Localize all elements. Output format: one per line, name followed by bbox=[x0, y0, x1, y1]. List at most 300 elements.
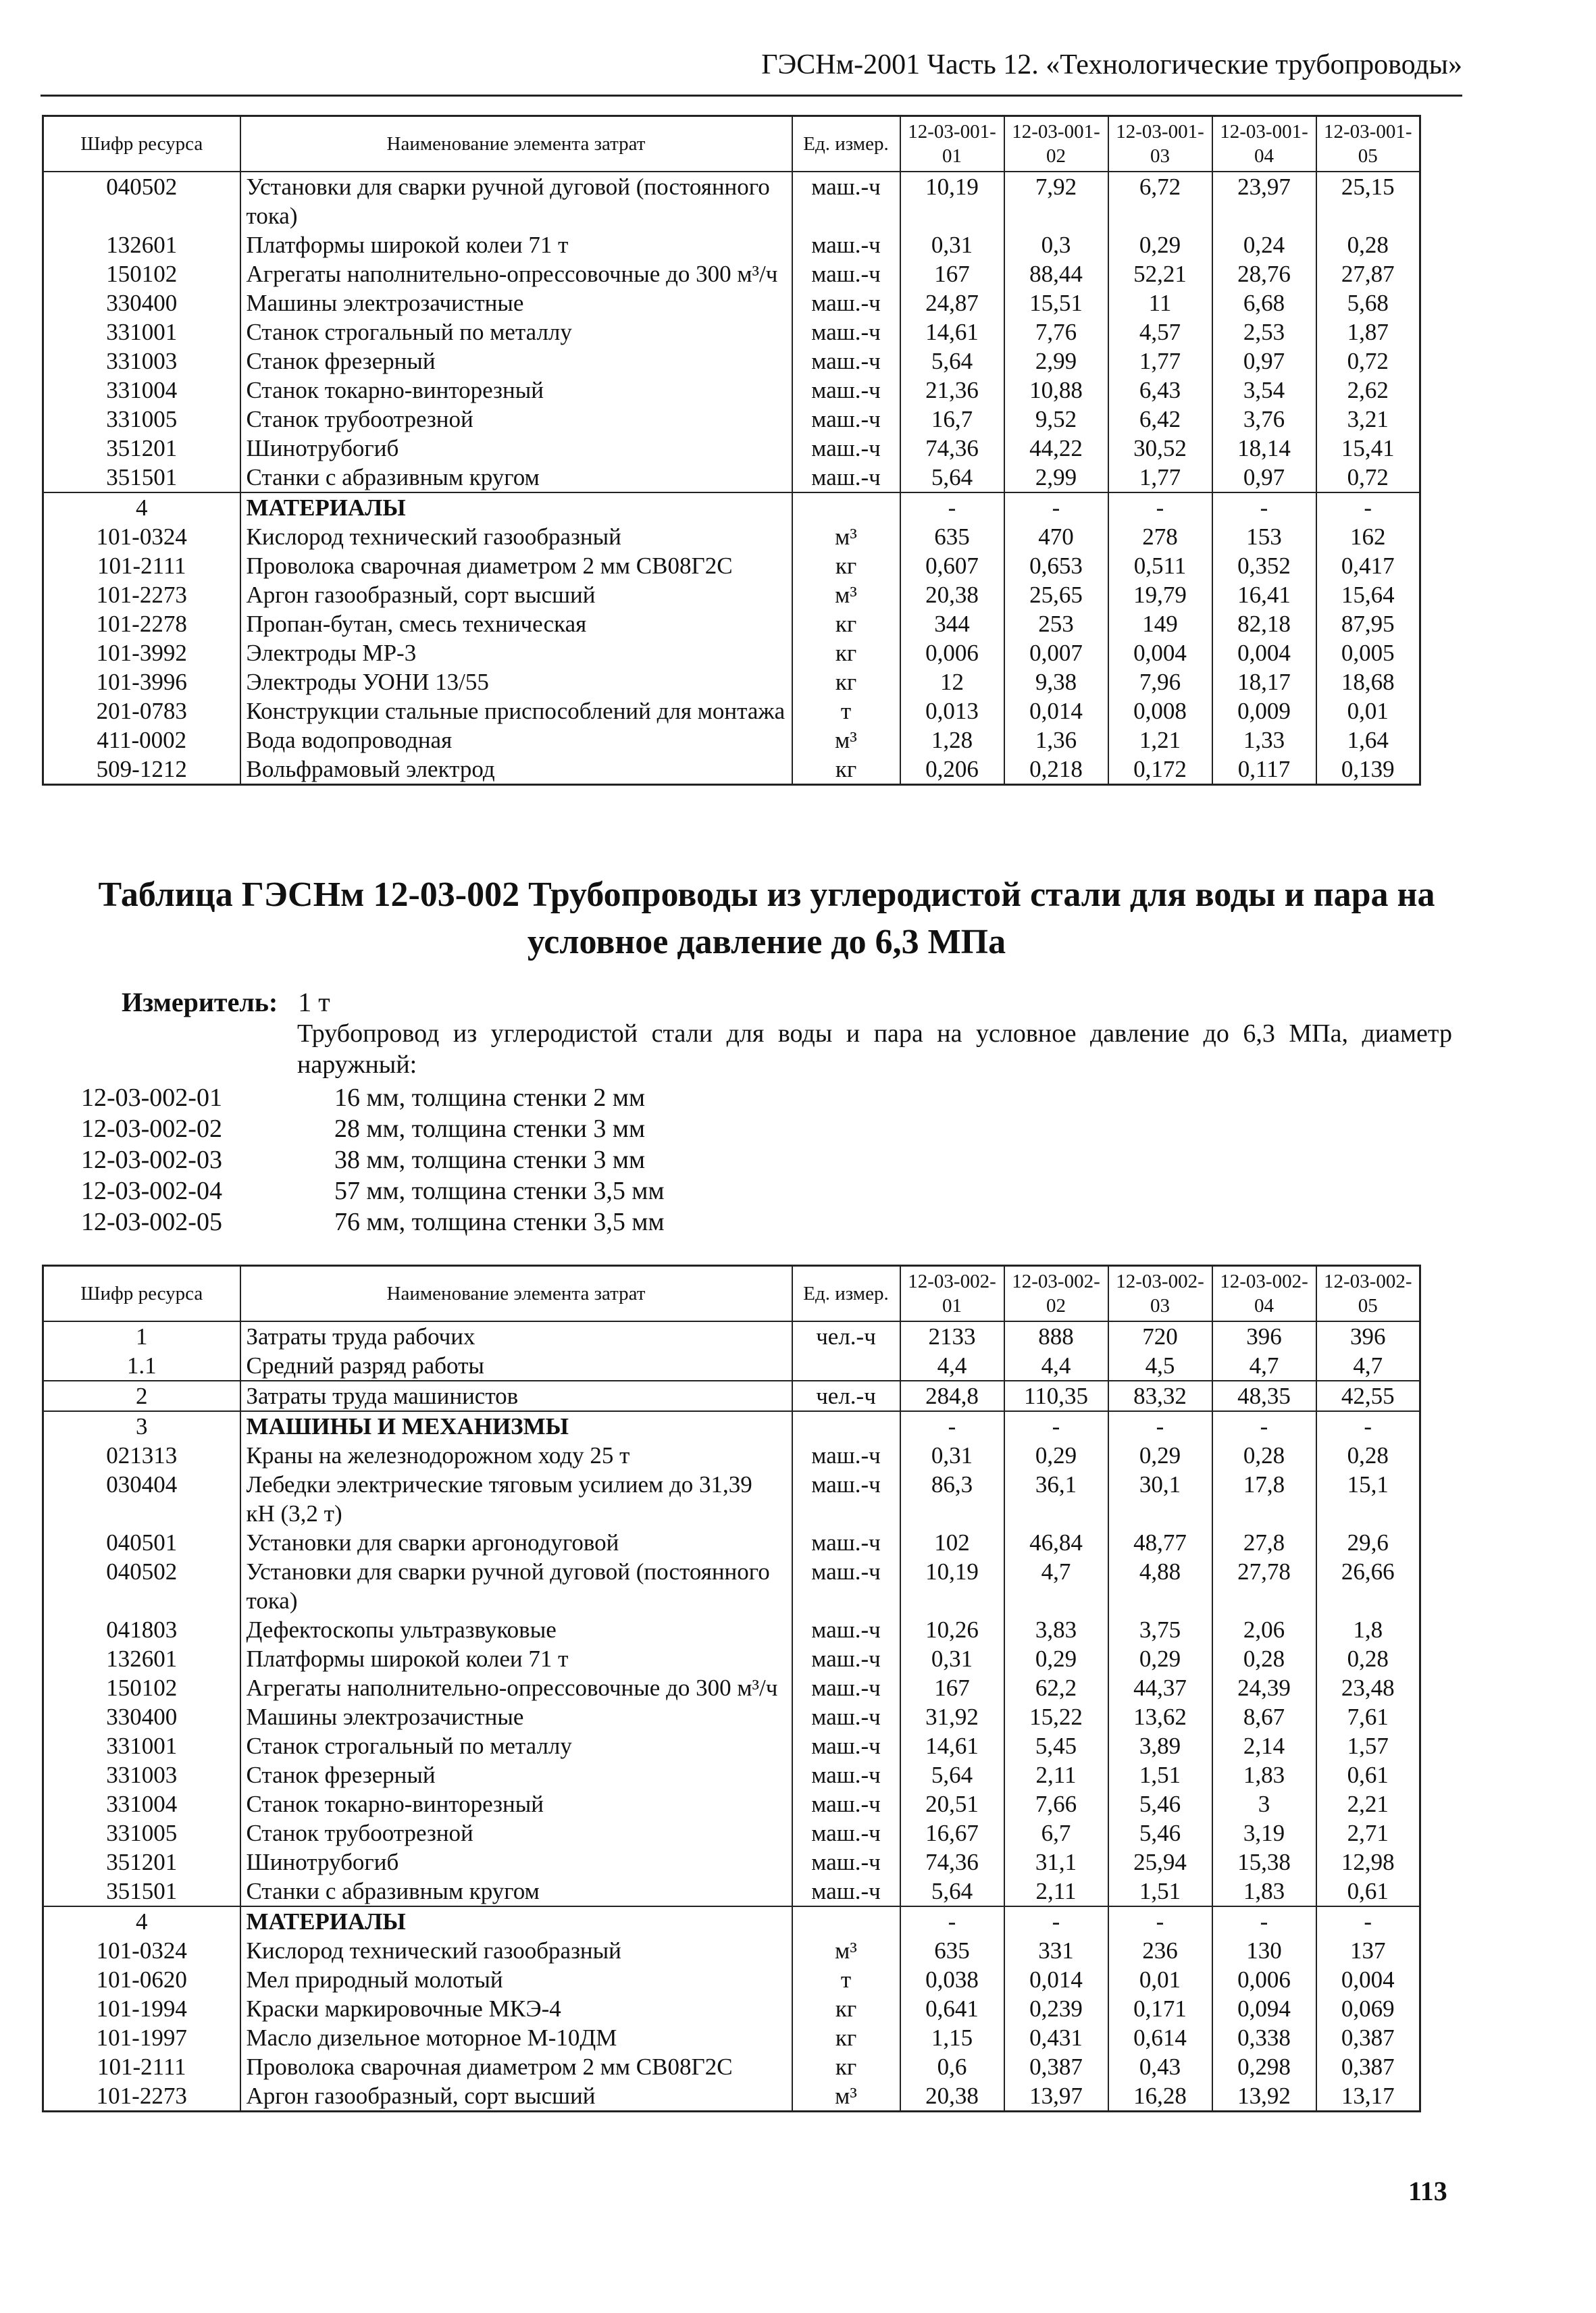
norm-value: 48,35 bbox=[1212, 1381, 1316, 1411]
norm-value: 15,41 bbox=[1316, 434, 1420, 463]
unit-cell: маш.-ч bbox=[792, 1760, 900, 1789]
unit-cell: кг bbox=[792, 755, 900, 785]
resource-code: 351201 bbox=[43, 1848, 240, 1877]
resource-name: Вода водопроводная bbox=[240, 726, 792, 755]
unit-cell: м³ bbox=[792, 580, 900, 609]
table-row bbox=[43, 1936, 1420, 1965]
norm-value: 4,4 bbox=[1004, 1351, 1108, 1381]
norm-value: 4,88 bbox=[1108, 1557, 1212, 1615]
norm-value: 3,89 bbox=[1108, 1731, 1212, 1760]
norm-value: 11 bbox=[1108, 288, 1212, 317]
resource-name: Вольфрамовый электрод bbox=[240, 755, 792, 785]
resource-name: Кислород технический газообразный bbox=[240, 522, 792, 551]
norm-value: 0,387 bbox=[1316, 2052, 1420, 2081]
section-row bbox=[43, 1411, 1420, 1441]
resource-name: Платформы широкой колеи 71 т bbox=[240, 1644, 792, 1673]
header-unit: Ед. измер. bbox=[792, 1266, 900, 1322]
resource-code: 411-0002 bbox=[43, 726, 240, 755]
norm-value: 10,19 bbox=[900, 172, 1004, 230]
norm-value: 1,15 bbox=[900, 2023, 1004, 2052]
norm-value: 9,52 bbox=[1004, 405, 1108, 434]
variant-text: 76 мм, толщина стенки 3,5 мм bbox=[334, 1208, 665, 1236]
resource-code: 040502 bbox=[43, 1557, 240, 1615]
norm-value: 0,61 bbox=[1316, 1760, 1420, 1789]
resource-table-12-03-001 bbox=[42, 115, 1421, 786]
table-row bbox=[43, 317, 1420, 347]
norm-value: 3,19 bbox=[1212, 1819, 1316, 1848]
norm-value: 74,36 bbox=[900, 434, 1004, 463]
norm-value: 29,6 bbox=[1316, 1528, 1420, 1557]
unit-cell: маш.-ч bbox=[792, 1731, 900, 1760]
table-row bbox=[43, 1673, 1420, 1702]
resource-code: 021313 bbox=[43, 1441, 240, 1470]
norm-value: 10,26 bbox=[900, 1615, 1004, 1644]
norm-value: 0,614 bbox=[1108, 2023, 1212, 2052]
norm-value: 24,39 bbox=[1212, 1673, 1316, 1702]
norm-value: 3,54 bbox=[1212, 376, 1316, 405]
table-row bbox=[43, 463, 1420, 492]
norm-value: 0,014 bbox=[1004, 1965, 1108, 1994]
unit-cell: маш.-ч bbox=[792, 1789, 900, 1819]
variant-list bbox=[81, 1082, 665, 1238]
unit-cell: кг bbox=[792, 667, 900, 696]
norm-value: 0,417 bbox=[1316, 551, 1420, 580]
norm-value: 0,28 bbox=[1316, 1644, 1420, 1673]
norm-value: 153 bbox=[1212, 522, 1316, 551]
norm-value: 42,55 bbox=[1316, 1381, 1420, 1411]
resource-name: Конструкции стальные приспособлений для монтажа bbox=[240, 696, 792, 726]
table-row bbox=[43, 1557, 1420, 1615]
resource-code: 150102 bbox=[43, 1673, 240, 1702]
resource-code: 201-0783 bbox=[43, 696, 240, 726]
norm-value: 18,68 bbox=[1316, 667, 1420, 696]
norm-value: 4,7 bbox=[1212, 1351, 1316, 1381]
table-row bbox=[43, 1615, 1420, 1644]
norm-value: 0,72 bbox=[1316, 463, 1420, 492]
resource-name: Краски маркировочные МКЭ-4 bbox=[240, 1994, 792, 2023]
resource-code: 331004 bbox=[43, 1789, 240, 1819]
norm-value: - bbox=[1316, 492, 1420, 522]
norm-value: 1,83 bbox=[1212, 1877, 1316, 1906]
resource-code: 132601 bbox=[43, 1644, 240, 1673]
norm-value: 0,29 bbox=[1108, 1441, 1212, 1470]
norm-value: 0,3 bbox=[1004, 230, 1108, 259]
resource-name: Станок трубоотрезной bbox=[240, 405, 792, 434]
norm-value: 87,95 bbox=[1316, 609, 1420, 638]
header-code: Шифр ресурса bbox=[43, 1266, 240, 1322]
norm-value: 0,607 bbox=[900, 551, 1004, 580]
table-row bbox=[43, 259, 1420, 288]
unit-cell: м³ bbox=[792, 2081, 900, 2112]
unit-cell: маш.-ч bbox=[792, 1877, 900, 1906]
resource-name: Станок строгальный по металлу bbox=[240, 1731, 792, 1760]
resource-name: Затраты труда машинистов bbox=[240, 1381, 792, 1411]
resource-code: 101-2111 bbox=[43, 551, 240, 580]
norm-value: - bbox=[1212, 1906, 1316, 1936]
unit-cell: т bbox=[792, 1965, 900, 1994]
norm-value: 1,33 bbox=[1212, 726, 1316, 755]
table-row bbox=[43, 726, 1420, 755]
table-row bbox=[43, 1731, 1420, 1760]
norm-value: 0,004 bbox=[1212, 638, 1316, 667]
header-norm: 12-03-001-05 bbox=[1316, 116, 1420, 172]
norm-value: 6,42 bbox=[1108, 405, 1212, 434]
unit-cell: маш.-ч bbox=[792, 1819, 900, 1848]
resource-name: Установки для сварки аргонодуговой bbox=[240, 1528, 792, 1557]
resource-code: 101-0620 bbox=[43, 1965, 240, 1994]
norm-value: 0,31 bbox=[900, 230, 1004, 259]
norm-value: 0,28 bbox=[1212, 1644, 1316, 1673]
unit-cell: м³ bbox=[792, 522, 900, 551]
resource-code: 331001 bbox=[43, 317, 240, 347]
norm-value: 1,8 bbox=[1316, 1615, 1420, 1644]
unit-cell: маш.-ч bbox=[792, 1644, 900, 1673]
unit-cell bbox=[792, 1411, 900, 1441]
resource-code: 101-0324 bbox=[43, 522, 240, 551]
resource-code: 331005 bbox=[43, 405, 240, 434]
resource-code: 101-1994 bbox=[43, 1994, 240, 2023]
unit-cell: маш.-ч bbox=[792, 434, 900, 463]
norm-value: 0,008 bbox=[1108, 696, 1212, 726]
norm-value: 20,51 bbox=[900, 1789, 1004, 1819]
norm-value: 236 bbox=[1108, 1936, 1212, 1965]
norm-value: 15,38 bbox=[1212, 1848, 1316, 1877]
unit-cell: маш.-ч bbox=[792, 1557, 900, 1615]
variant-code: 12-03-002-04 bbox=[81, 1177, 222, 1205]
resource-name: Аргон газообразный, сорт высший bbox=[240, 2081, 792, 2112]
norm-value: 470 bbox=[1004, 522, 1108, 551]
norm-value: 15,1 bbox=[1316, 1470, 1420, 1528]
norm-value: 284,8 bbox=[900, 1381, 1004, 1411]
norm-value: - bbox=[1108, 1906, 1212, 1936]
norm-value: 16,7 bbox=[900, 405, 1004, 434]
norm-value: - bbox=[900, 1411, 1004, 1441]
resource-name: Станки с абразивным кругом bbox=[240, 1877, 792, 1906]
resource-code: 1 bbox=[43, 1321, 240, 1351]
norm-value: 4,57 bbox=[1108, 317, 1212, 347]
norm-value: 16,41 bbox=[1212, 580, 1316, 609]
norm-value: 4,4 bbox=[900, 1351, 1004, 1381]
norm-value: 52,21 bbox=[1108, 259, 1212, 288]
norm-value: 0,28 bbox=[1316, 230, 1420, 259]
unit-cell: т bbox=[792, 696, 900, 726]
norm-value: 13,62 bbox=[1108, 1702, 1212, 1731]
variant-code: 12-03-002-01 bbox=[81, 1084, 222, 1112]
norm-value: 7,76 bbox=[1004, 317, 1108, 347]
unit-cell: маш.-ч bbox=[792, 347, 900, 376]
unit-cell: маш.-ч bbox=[792, 1470, 900, 1528]
norm-value: 0,43 bbox=[1108, 2052, 1212, 2081]
norm-value: 13,92 bbox=[1212, 2081, 1316, 2112]
norm-value: 7,61 bbox=[1316, 1702, 1420, 1731]
norm-value: 0,97 bbox=[1212, 463, 1316, 492]
norm-value: 278 bbox=[1108, 522, 1212, 551]
norm-value: 12,98 bbox=[1316, 1848, 1420, 1877]
list-item bbox=[81, 1206, 665, 1238]
variant-code: 12-03-002-03 bbox=[81, 1146, 222, 1174]
resource-name: Станок фрезерный bbox=[240, 347, 792, 376]
norm-value: 15,51 bbox=[1004, 288, 1108, 317]
norm-value: 18,17 bbox=[1212, 667, 1316, 696]
table-row bbox=[43, 1381, 1420, 1411]
norm-value: 635 bbox=[900, 1936, 1004, 1965]
variant-text: 16 мм, толщина стенки 2 мм bbox=[334, 1084, 646, 1112]
list-item bbox=[81, 1144, 665, 1175]
unit-cell: маш.-ч bbox=[792, 172, 900, 230]
norm-value: 19,79 bbox=[1108, 580, 1212, 609]
norm-value: 8,67 bbox=[1212, 1702, 1316, 1731]
norm-value: 1,51 bbox=[1108, 1760, 1212, 1789]
resource-code: 040501 bbox=[43, 1528, 240, 1557]
norm-value: 0,013 bbox=[900, 696, 1004, 726]
norm-value: 3,76 bbox=[1212, 405, 1316, 434]
unit-cell: маш.-ч bbox=[792, 259, 900, 288]
table-row bbox=[43, 1965, 1420, 1994]
norm-value: 6,72 bbox=[1108, 172, 1212, 230]
page-number: 113 bbox=[1408, 2176, 1447, 2206]
unit-cell: кг bbox=[792, 2023, 900, 2052]
norm-value: 2,99 bbox=[1004, 347, 1108, 376]
table-row bbox=[43, 1848, 1420, 1877]
table-row bbox=[43, 638, 1420, 667]
norm-value: 9,38 bbox=[1004, 667, 1108, 696]
norm-value: 16,67 bbox=[900, 1819, 1004, 1848]
norm-value: 0,29 bbox=[1108, 1644, 1212, 1673]
norm-value: 1,64 bbox=[1316, 726, 1420, 755]
norm-value: 0,338 bbox=[1212, 2023, 1316, 2052]
resource-code: 351501 bbox=[43, 1877, 240, 1906]
norm-value: 0,387 bbox=[1316, 2023, 1420, 2052]
norm-value: 2,99 bbox=[1004, 463, 1108, 492]
norm-value: 1,36 bbox=[1004, 726, 1108, 755]
resource-code: 101-1997 bbox=[43, 2023, 240, 2052]
norm-value: 18,14 bbox=[1212, 434, 1316, 463]
norm-value: 13,97 bbox=[1004, 2081, 1108, 2112]
norm-value: 137 bbox=[1316, 1936, 1420, 1965]
unit-cell bbox=[792, 1906, 900, 1936]
resource-name: Краны на железнодорожном ходу 25 т bbox=[240, 1441, 792, 1470]
norm-value: 0,511 bbox=[1108, 551, 1212, 580]
unit-cell: маш.-ч bbox=[792, 405, 900, 434]
norm-value: 86,3 bbox=[900, 1470, 1004, 1528]
norm-value: 15,22 bbox=[1004, 1702, 1108, 1731]
norm-value: 7,92 bbox=[1004, 172, 1108, 230]
unit-cell: кг bbox=[792, 609, 900, 638]
resource-code: 030404 bbox=[43, 1470, 240, 1528]
norm-value: - bbox=[1212, 492, 1316, 522]
norm-value: 0,6 bbox=[900, 2052, 1004, 2081]
variant-code: 12-03-002-05 bbox=[81, 1208, 222, 1236]
norm-value: 2,11 bbox=[1004, 1760, 1108, 1789]
resource-name: Шинотрубогиб bbox=[240, 1848, 792, 1877]
norm-value: 396 bbox=[1212, 1321, 1316, 1351]
unit-cell: чел.-ч bbox=[792, 1321, 900, 1351]
unit-cell: маш.-ч bbox=[792, 230, 900, 259]
variant-text: 57 мм, толщина стенки 3,5 мм bbox=[334, 1177, 665, 1205]
norm-value: 0,298 bbox=[1212, 2052, 1316, 2081]
unit-cell bbox=[792, 492, 900, 522]
norm-value: 0,218 bbox=[1004, 755, 1108, 785]
norm-value: - bbox=[1108, 492, 1212, 522]
table-row bbox=[43, 376, 1420, 405]
header-name: Наименование элемента затрат bbox=[240, 1266, 792, 1322]
unit-cell: кг bbox=[792, 551, 900, 580]
resource-name: Платформы широкой колеи 71 т bbox=[240, 230, 792, 259]
resource-code: 150102 bbox=[43, 259, 240, 288]
norm-value: 0,094 bbox=[1212, 1994, 1316, 2023]
table-row bbox=[43, 230, 1420, 259]
norm-value: 82,18 bbox=[1212, 609, 1316, 638]
resource-name: Аргон газообразный, сорт высший bbox=[240, 580, 792, 609]
variant-text: 38 мм, толщина стенки 3 мм bbox=[334, 1146, 646, 1174]
norm-value: 0,29 bbox=[1108, 230, 1212, 259]
unit-cell: кг bbox=[792, 638, 900, 667]
norm-value: 5,64 bbox=[900, 463, 1004, 492]
norm-value: 10,88 bbox=[1004, 376, 1108, 405]
table-row bbox=[43, 1441, 1420, 1470]
norm-value: - bbox=[1212, 1411, 1316, 1441]
norm-value: 20,38 bbox=[900, 2081, 1004, 2112]
norm-value: 4,5 bbox=[1108, 1351, 1212, 1381]
table-row bbox=[43, 1351, 1420, 1381]
norm-value: 44,37 bbox=[1108, 1673, 1212, 1702]
table-row bbox=[43, 1760, 1420, 1789]
resource-name: Установки для сварки ручной дуговой (постоянного тока) bbox=[240, 1557, 792, 1615]
norm-value: 0,31 bbox=[900, 1644, 1004, 1673]
unit-cell: кг bbox=[792, 2052, 900, 2081]
table-row bbox=[43, 2052, 1420, 2081]
norm-value: 0,97 bbox=[1212, 347, 1316, 376]
norm-value: 162 bbox=[1316, 522, 1420, 551]
unit-cell: маш.-ч bbox=[792, 317, 900, 347]
header-name: Наименование элемента затрат bbox=[240, 116, 792, 172]
resource-name: Кислород технический газообразный bbox=[240, 1936, 792, 1965]
table-header-row bbox=[43, 116, 1420, 172]
table-row bbox=[43, 405, 1420, 434]
resource-code: 101-0324 bbox=[43, 1936, 240, 1965]
table-row bbox=[43, 2023, 1420, 2052]
header-rule bbox=[41, 95, 1462, 97]
norm-value: 6,68 bbox=[1212, 288, 1316, 317]
norm-value: 27,78 bbox=[1212, 1557, 1316, 1615]
norm-value: 0,007 bbox=[1004, 638, 1108, 667]
norm-value: 3,75 bbox=[1108, 1615, 1212, 1644]
unit-cell: маш.-ч bbox=[792, 288, 900, 317]
header-norm: 12-03-002-01 bbox=[900, 1266, 1004, 1322]
resource-name: МАТЕРИАЛЫ bbox=[240, 1906, 792, 1936]
norm-value: 7,66 bbox=[1004, 1789, 1108, 1819]
norm-value: 1,83 bbox=[1212, 1760, 1316, 1789]
norm-value: 26,66 bbox=[1316, 1557, 1420, 1615]
norm-value: 5,46 bbox=[1108, 1789, 1212, 1819]
resource-code: 101-3992 bbox=[43, 638, 240, 667]
table-header-row bbox=[43, 1266, 1420, 1322]
norm-value: 13,17 bbox=[1316, 2081, 1420, 2112]
norm-value: 0,29 bbox=[1004, 1441, 1108, 1470]
meter-label: Измеритель: bbox=[122, 987, 278, 1017]
header-norm: 12-03-002-05 bbox=[1316, 1266, 1420, 1322]
resource-name: Лебедки электрические тяговым усилием до 31,39 кН (3,2 т) bbox=[240, 1470, 792, 1528]
norm-value: 30,52 bbox=[1108, 434, 1212, 463]
norm-value: 5,45 bbox=[1004, 1731, 1108, 1760]
norm-value: 88,44 bbox=[1004, 259, 1108, 288]
unit-cell bbox=[792, 1351, 900, 1381]
norm-value: 130 bbox=[1212, 1936, 1316, 1965]
norm-value: - bbox=[900, 1906, 1004, 1936]
resource-code: 3 bbox=[43, 1411, 240, 1441]
resource-name: Мел природный молотый bbox=[240, 1965, 792, 1994]
page-header: ГЭСНм-2001 Часть 12. «Технологические трубопроводы» bbox=[761, 49, 1462, 80]
norm-value: 0,24 bbox=[1212, 230, 1316, 259]
table-row bbox=[43, 522, 1420, 551]
resource-code: 331003 bbox=[43, 1760, 240, 1789]
table-row bbox=[43, 1789, 1420, 1819]
norm-value: 0,387 bbox=[1004, 2052, 1108, 2081]
resource-name: Средний разряд работы bbox=[240, 1351, 792, 1381]
table-row bbox=[43, 1819, 1420, 1848]
unit-cell: маш.-ч bbox=[792, 1528, 900, 1557]
norm-value: 14,61 bbox=[900, 1731, 1004, 1760]
norm-value: 5,46 bbox=[1108, 1819, 1212, 1848]
table-row bbox=[43, 1470, 1420, 1528]
norm-value: 0,038 bbox=[900, 1965, 1004, 1994]
norm-value: 110,35 bbox=[1004, 1381, 1108, 1411]
norm-value: 0,641 bbox=[900, 1994, 1004, 2023]
norm-value: - bbox=[1316, 1906, 1420, 1936]
list-item bbox=[81, 1175, 665, 1206]
section-row bbox=[43, 492, 1420, 522]
norm-value: 0,069 bbox=[1316, 1994, 1420, 2023]
norm-value: 0,29 bbox=[1004, 1644, 1108, 1673]
norm-value: 46,84 bbox=[1004, 1528, 1108, 1557]
resource-name: Масло дизельное моторное М-10ДМ bbox=[240, 2023, 792, 2052]
table-row bbox=[43, 172, 1420, 230]
norm-value: 23,97 bbox=[1212, 172, 1316, 230]
norm-value: 167 bbox=[900, 259, 1004, 288]
norm-value: 0,014 bbox=[1004, 696, 1108, 726]
resource-name: Дефектоскопы ультразвуковые bbox=[240, 1615, 792, 1644]
table-row bbox=[43, 434, 1420, 463]
header-unit: Ед. измер. bbox=[792, 116, 900, 172]
unit-cell: м³ bbox=[792, 726, 900, 755]
resource-code: 101-2111 bbox=[43, 2052, 240, 2081]
norm-value: 0,31 bbox=[900, 1441, 1004, 1470]
header-norm: 12-03-001-03 bbox=[1108, 116, 1212, 172]
table-row bbox=[43, 1321, 1420, 1351]
norm-value: 31,1 bbox=[1004, 1848, 1108, 1877]
header-norm: 12-03-001-01 bbox=[900, 116, 1004, 172]
norm-value: 2,53 bbox=[1212, 317, 1316, 347]
resource-name: Агрегаты наполнительно-опрессовочные до 300 м³/ч bbox=[240, 1673, 792, 1702]
resource-code: 351201 bbox=[43, 434, 240, 463]
resource-name: Электроды МР-3 bbox=[240, 638, 792, 667]
norm-value: 17,8 bbox=[1212, 1470, 1316, 1528]
norm-value: 331 bbox=[1004, 1936, 1108, 1965]
resource-name: МАШИНЫ И МЕХАНИЗМЫ bbox=[240, 1411, 792, 1441]
resource-code: 2 bbox=[43, 1381, 240, 1411]
resource-name: Станок фрезерный bbox=[240, 1760, 792, 1789]
norm-value: 74,36 bbox=[900, 1848, 1004, 1877]
resource-code: 509-1212 bbox=[43, 755, 240, 785]
variant-code: 12-03-002-02 bbox=[81, 1115, 222, 1143]
resource-name: Машины электрозачистные bbox=[240, 288, 792, 317]
resource-code: 041803 bbox=[43, 1615, 240, 1644]
norm-value: 2,14 bbox=[1212, 1731, 1316, 1760]
norm-value: 0,005 bbox=[1316, 638, 1420, 667]
norm-value: 1,77 bbox=[1108, 463, 1212, 492]
norm-value: 83,32 bbox=[1108, 1381, 1212, 1411]
norm-value: 0,004 bbox=[1316, 1965, 1420, 1994]
